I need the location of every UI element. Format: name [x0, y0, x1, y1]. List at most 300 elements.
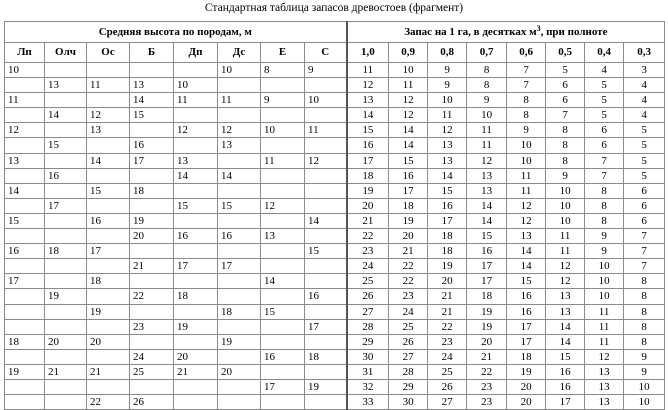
height-cell: 11 — [87, 78, 130, 93]
density-header: 0,9 — [389, 43, 428, 63]
table-row — [5, 274, 665, 289]
stock-cell: 5 — [585, 78, 624, 93]
stock-cell: 17 — [428, 213, 467, 228]
height-cell: 19 — [5, 364, 45, 379]
group-header-row — [5, 22, 665, 43]
height-cell — [261, 108, 305, 123]
stock-cell: 14 — [389, 138, 428, 153]
stock-cell: 6 — [624, 213, 665, 228]
height-cell: 14 — [130, 93, 174, 108]
table-row — [5, 108, 665, 123]
stock-cell: 5 — [546, 63, 585, 78]
stock-cell: 7 — [507, 78, 546, 93]
height-cell — [45, 319, 87, 334]
stock-cell: 15 — [428, 183, 467, 198]
height-cell: 15 — [218, 198, 261, 213]
height-cell: 20 — [130, 229, 174, 244]
height-cell: 26 — [130, 395, 174, 410]
height-cell — [5, 304, 45, 319]
height-cell: 13 — [174, 153, 218, 168]
height-cell — [305, 304, 347, 319]
density-header: 1,0 — [347, 43, 389, 63]
height-cell: 12 — [261, 198, 305, 213]
density-header: 0,5 — [546, 43, 585, 63]
height-cell — [5, 395, 45, 410]
height-cell: 18 — [45, 244, 87, 259]
table-row — [5, 123, 665, 138]
height-cell — [218, 349, 261, 364]
height-cell — [87, 259, 130, 274]
stock-cell: 7 — [507, 63, 546, 78]
column-header-row — [5, 43, 665, 63]
stock-cell: 12 — [507, 198, 546, 213]
height-cell — [5, 289, 45, 304]
height-cell: 19 — [218, 334, 261, 349]
stock-cell: 23 — [389, 289, 428, 304]
stock-cell: 7 — [624, 229, 665, 244]
height-cell — [87, 168, 130, 183]
height-cell — [174, 183, 218, 198]
height-cell — [261, 289, 305, 304]
table-row — [5, 78, 665, 93]
height-cell — [261, 213, 305, 228]
height-cell: 11 — [218, 93, 261, 108]
height-cell: 21 — [45, 364, 87, 379]
height-cell: 16 — [87, 213, 130, 228]
stock-cell: 5 — [624, 153, 665, 168]
height-cell — [45, 229, 87, 244]
stock-cell: 10 — [467, 108, 507, 123]
stock-cell: 20 — [428, 274, 467, 289]
stock-cell: 14 — [428, 168, 467, 183]
height-cell: 17 — [174, 259, 218, 274]
height-cell — [305, 183, 347, 198]
height-cell — [305, 274, 347, 289]
page-title: Стандартная таблица запасов древостоев (фрагмент) — [204, 2, 464, 14]
table-row — [5, 168, 665, 183]
stock-cell: 4 — [624, 93, 665, 108]
stock-cell: 17 — [467, 259, 507, 274]
stock-cell: 33 — [347, 395, 389, 410]
height-cell: 17 — [5, 274, 45, 289]
height-cell: 19 — [305, 379, 347, 394]
stock-cell: 5 — [624, 123, 665, 138]
height-cell: 23 — [130, 319, 174, 334]
stock-cell: 30 — [389, 395, 428, 410]
height-cell — [5, 78, 45, 93]
table-row — [5, 198, 665, 213]
height-cell — [218, 289, 261, 304]
stock-cell: 10 — [546, 183, 585, 198]
height-cell: 14 — [218, 168, 261, 183]
stock-cell: 5 — [585, 93, 624, 108]
stock-cell: 18 — [428, 244, 467, 259]
stock-cell: 9 — [428, 78, 467, 93]
stock-cell: 17 — [347, 153, 389, 168]
stock-cell: 10 — [507, 138, 546, 153]
stock-cell: 13 — [546, 289, 585, 304]
height-cell: 21 — [174, 364, 218, 379]
species-header: С — [305, 43, 347, 63]
stock-cell: 24 — [389, 304, 428, 319]
height-cell — [45, 63, 87, 78]
height-cell: 11 — [305, 123, 347, 138]
stock-cell: 8 — [624, 319, 665, 334]
stock-cell: 11 — [507, 183, 546, 198]
stock-cell: 8 — [507, 108, 546, 123]
height-cell — [5, 168, 45, 183]
stock-cell: 19 — [467, 319, 507, 334]
table-row — [5, 63, 665, 78]
stock-cell: 8 — [546, 138, 585, 153]
stock-cell: 25 — [389, 319, 428, 334]
height-cell: 18 — [305, 349, 347, 364]
stock-cell: 9 — [624, 349, 665, 364]
height-cell — [130, 168, 174, 183]
stock-cell: 14 — [507, 259, 546, 274]
stock-cell: 7 — [585, 168, 624, 183]
stock-cell: 15 — [546, 349, 585, 364]
stock-cell: 16 — [467, 244, 507, 259]
height-cell: 11 — [174, 93, 218, 108]
height-group-header: Средняя высота по породам, м — [5, 22, 347, 43]
stock-cell: 15 — [347, 123, 389, 138]
stock-cell: 23 — [467, 395, 507, 410]
height-cell: 22 — [87, 395, 130, 410]
height-cell — [218, 108, 261, 123]
stock-cell: 4 — [624, 108, 665, 123]
height-cell — [218, 395, 261, 410]
table-row — [5, 395, 665, 410]
stock-cell: 12 — [546, 259, 585, 274]
stock-cell: 16 — [389, 168, 428, 183]
height-cell — [87, 379, 130, 394]
stock-cell: 19 — [467, 304, 507, 319]
height-cell — [130, 63, 174, 78]
stock-cell: 28 — [347, 319, 389, 334]
stock-cell: 20 — [467, 334, 507, 349]
stock-cell: 13 — [585, 364, 624, 379]
height-cell: 16 — [130, 138, 174, 153]
height-cell: 17 — [305, 319, 347, 334]
height-cell: 14 — [305, 213, 347, 228]
height-cell — [45, 123, 87, 138]
stock-cell: 12 — [389, 93, 428, 108]
height-cell: 16 — [45, 168, 87, 183]
height-cell: 14 — [174, 168, 218, 183]
stock-cell: 13 — [347, 93, 389, 108]
height-cell: 10 — [218, 63, 261, 78]
table-row — [5, 93, 665, 108]
height-cell: 17 — [87, 244, 130, 259]
height-cell — [5, 108, 45, 123]
height-cell: 14 — [261, 274, 305, 289]
stock-cell: 18 — [467, 289, 507, 304]
height-cell: 13 — [45, 78, 87, 93]
stock-cell: 11 — [428, 108, 467, 123]
stock-cell: 14 — [546, 334, 585, 349]
height-cell — [261, 334, 305, 349]
stock-cell: 17 — [507, 334, 546, 349]
stock-cell: 18 — [389, 198, 428, 213]
stock-cell: 5 — [585, 108, 624, 123]
height-cell — [45, 395, 87, 410]
table-row — [5, 229, 665, 244]
stock-cell: 12 — [389, 108, 428, 123]
stock-cell: 10 — [389, 63, 428, 78]
height-cell: 9 — [305, 63, 347, 78]
height-cell — [130, 244, 174, 259]
species-header: Б — [130, 43, 174, 63]
height-cell: 13 — [261, 229, 305, 244]
height-cell: 24 — [130, 349, 174, 364]
height-cell — [87, 198, 130, 213]
density-header: 0,6 — [507, 43, 546, 63]
height-cell — [87, 229, 130, 244]
stock-cell: 12 — [347, 78, 389, 93]
stock-cell: 6 — [585, 138, 624, 153]
height-cell — [218, 78, 261, 93]
stock-cell: 11 — [546, 244, 585, 259]
height-cell: 13 — [5, 153, 45, 168]
height-cell: 10 — [261, 123, 305, 138]
height-cell — [261, 138, 305, 153]
stock-cell: 26 — [428, 379, 467, 394]
stock-cell: 12 — [428, 123, 467, 138]
stock-cell: 9 — [507, 123, 546, 138]
table-row — [5, 138, 665, 153]
height-cell: 16 — [305, 289, 347, 304]
stock-cell: 6 — [624, 198, 665, 213]
stock-group-header-text: Запас на 1 га, в десятках м — [404, 26, 537, 38]
stock-cell: 31 — [347, 364, 389, 379]
stock-cell: 27 — [347, 304, 389, 319]
stock-cell: 14 — [546, 319, 585, 334]
height-cell: 9 — [261, 93, 305, 108]
stock-cell: 18 — [428, 229, 467, 244]
height-cell — [45, 153, 87, 168]
height-cell — [305, 395, 347, 410]
stock-cell: 5 — [624, 168, 665, 183]
stock-cell: 24 — [347, 259, 389, 274]
species-header: Е — [261, 43, 305, 63]
stock-cell: 8 — [467, 63, 507, 78]
stock-cell: 25 — [428, 364, 467, 379]
height-cell — [261, 319, 305, 334]
stock-cell: 11 — [467, 123, 507, 138]
stock-cell: 8 — [546, 153, 585, 168]
stock-cell: 21 — [389, 244, 428, 259]
species-header: Олч — [45, 43, 87, 63]
stock-cell: 13 — [546, 304, 585, 319]
stock-cell: 19 — [389, 213, 428, 228]
height-cell — [305, 168, 347, 183]
stock-cell: 12 — [585, 349, 624, 364]
stock-cell: 8 — [546, 123, 585, 138]
height-cell: 8 — [261, 63, 305, 78]
stock-cell: 10 — [546, 213, 585, 228]
height-cell — [87, 289, 130, 304]
height-cell — [5, 138, 45, 153]
height-cell: 21 — [130, 259, 174, 274]
stock-cell: 26 — [347, 289, 389, 304]
stock-cell: 8 — [585, 183, 624, 198]
height-cell: 14 — [87, 153, 130, 168]
stock-cell: 9 — [624, 364, 665, 379]
stock-cell: 14 — [467, 213, 507, 228]
height-cell — [45, 274, 87, 289]
stock-cell: 9 — [585, 244, 624, 259]
stock-cell: 13 — [585, 379, 624, 394]
height-cell: 21 — [87, 364, 130, 379]
stock-cell: 9 — [585, 229, 624, 244]
stock-cell: 10 — [428, 93, 467, 108]
stock-cell: 6 — [624, 183, 665, 198]
stock-cell: 9 — [428, 63, 467, 78]
stock-cell: 7 — [546, 108, 585, 123]
stock-cell: 14 — [389, 123, 428, 138]
stock-cell: 17 — [507, 319, 546, 334]
height-cell: 15 — [174, 198, 218, 213]
stock-cell: 8 — [624, 304, 665, 319]
height-cell — [130, 198, 174, 213]
height-cell: 17 — [45, 198, 87, 213]
stock-cell: 10 — [507, 153, 546, 168]
height-cell — [305, 108, 347, 123]
stock-cell: 6 — [585, 123, 624, 138]
height-cell: 10 — [174, 78, 218, 93]
height-cell: 13 — [130, 78, 174, 93]
height-cell — [261, 364, 305, 379]
height-cell: 22 — [130, 289, 174, 304]
stock-cell: 20 — [507, 395, 546, 410]
height-cell — [87, 138, 130, 153]
height-cell — [130, 123, 174, 138]
height-cell: 19 — [130, 213, 174, 228]
stock-cell: 20 — [347, 198, 389, 213]
height-cell — [261, 259, 305, 274]
height-cell — [174, 63, 218, 78]
stock-cell: 8 — [507, 93, 546, 108]
stock-cell: 24 — [428, 349, 467, 364]
stock-cell: 13 — [507, 229, 546, 244]
height-cell — [130, 334, 174, 349]
table-row — [5, 304, 665, 319]
stock-cell: 19 — [347, 183, 389, 198]
stock-cell: 3 — [624, 63, 665, 78]
species-header: Лп — [5, 43, 45, 63]
height-cell — [5, 319, 45, 334]
stock-cell: 11 — [347, 63, 389, 78]
height-cell — [87, 93, 130, 108]
stock-cell: 11 — [585, 319, 624, 334]
height-cell: 12 — [174, 123, 218, 138]
height-cell — [5, 229, 45, 244]
height-cell: 20 — [218, 364, 261, 379]
table-row — [5, 379, 665, 394]
stock-cell: 9 — [467, 93, 507, 108]
stock-cell: 17 — [389, 183, 428, 198]
stock-cell: 8 — [467, 78, 507, 93]
stock-cell: 19 — [428, 259, 467, 274]
stock-cell: 11 — [585, 334, 624, 349]
stock-group-header-sup: 3 — [536, 24, 541, 33]
stock-cell: 8 — [624, 334, 665, 349]
table-row — [5, 244, 665, 259]
stock-cell: 12 — [507, 213, 546, 228]
stock-cell: 11 — [507, 168, 546, 183]
stock-cell: 23 — [467, 379, 507, 394]
height-cell — [218, 213, 261, 228]
stock-cell: 29 — [347, 334, 389, 349]
stock-cell: 21 — [467, 349, 507, 364]
height-cell — [174, 334, 218, 349]
height-cell — [261, 168, 305, 183]
stock-cell: 12 — [546, 274, 585, 289]
height-cell — [174, 138, 218, 153]
stock-table — [4, 21, 665, 410]
density-header: 0,8 — [428, 43, 467, 63]
table-row — [5, 349, 665, 364]
stock-cell: 7 — [624, 244, 665, 259]
stock-cell: 14 — [347, 108, 389, 123]
stock-cell: 6 — [546, 78, 585, 93]
height-cell — [218, 274, 261, 289]
height-cell: 18 — [130, 183, 174, 198]
stock-cell: 16 — [507, 289, 546, 304]
height-cell — [5, 259, 45, 274]
height-cell — [5, 379, 45, 394]
stock-cell: 9 — [546, 168, 585, 183]
height-cell: 10 — [5, 63, 45, 78]
height-cell — [261, 395, 305, 410]
stock-cell: 10 — [585, 274, 624, 289]
table-row — [5, 259, 665, 274]
stock-cell: 22 — [428, 319, 467, 334]
stock-cell: 14 — [467, 198, 507, 213]
height-cell: 16 — [5, 244, 45, 259]
height-cell: 15 — [45, 138, 87, 153]
height-cell: 17 — [130, 153, 174, 168]
height-cell — [174, 304, 218, 319]
density-header: 0,3 — [624, 43, 665, 63]
height-cell: 14 — [45, 108, 87, 123]
height-cell: 15 — [5, 213, 45, 228]
stock-cell: 15 — [507, 274, 546, 289]
height-cell — [45, 259, 87, 274]
height-cell: 12 — [218, 123, 261, 138]
stock-cell: 8 — [585, 198, 624, 213]
stock-cell: 25 — [347, 274, 389, 289]
height-cell — [87, 349, 130, 364]
species-header: Ос — [87, 43, 130, 63]
height-cell: 12 — [305, 153, 347, 168]
stock-cell: 16 — [347, 138, 389, 153]
height-cell: 12 — [87, 108, 130, 123]
species-header: Дс — [218, 43, 261, 63]
height-cell — [174, 213, 218, 228]
height-cell — [218, 244, 261, 259]
stock-cell: 6 — [546, 93, 585, 108]
height-cell: 15 — [261, 304, 305, 319]
height-cell — [261, 78, 305, 93]
height-cell: 11 — [5, 93, 45, 108]
stock-cell: 4 — [585, 63, 624, 78]
height-cell: 19 — [87, 304, 130, 319]
table-row — [5, 364, 665, 379]
height-cell — [45, 349, 87, 364]
height-cell: 16 — [218, 229, 261, 244]
